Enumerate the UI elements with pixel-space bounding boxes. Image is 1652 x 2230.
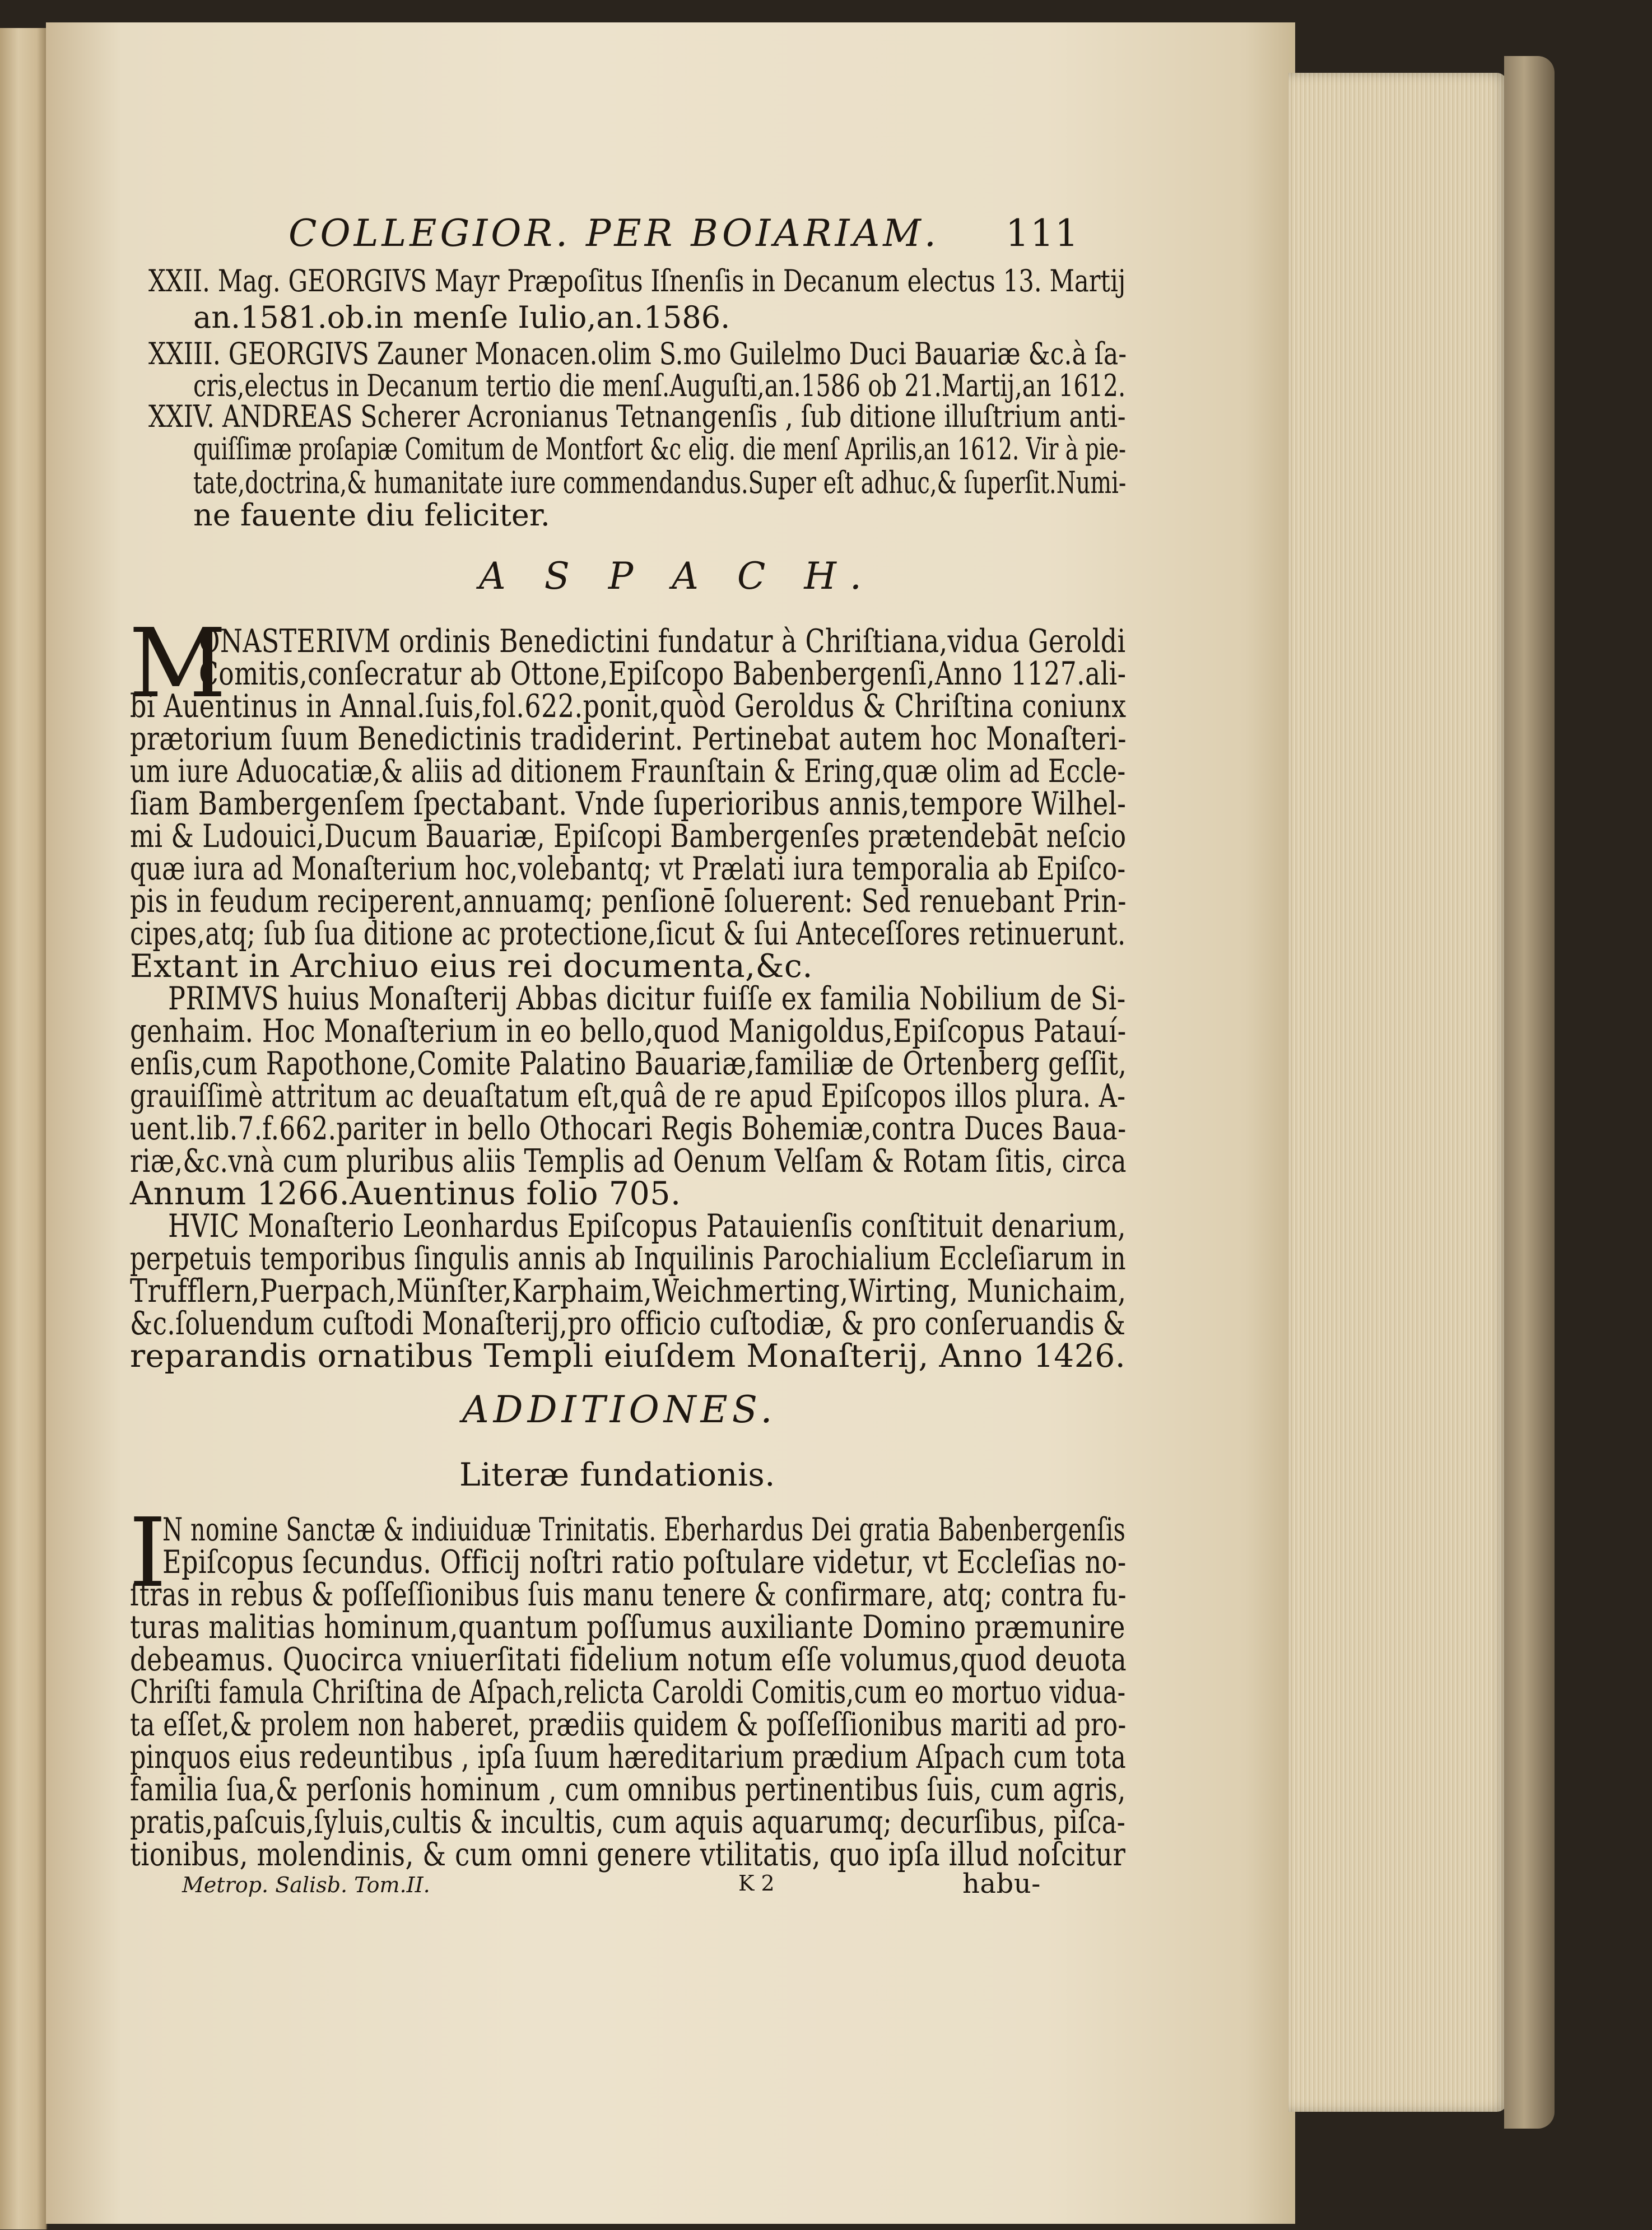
catchword: habu- — [962, 1868, 1041, 1900]
text-line: pratis,paſcuis,ſyluis,cultis & incultis, cum aquis aquarumq; decurſibus, piſca- — [130, 1804, 1126, 1841]
text-line: Annum 1266.Auentinus folio 705. — [130, 1175, 681, 1212]
section-subtitle: Literæ fundationis. — [459, 1456, 775, 1493]
background — [1555, 0, 1652, 2230]
text-line: reparandis ornatibus Templi eiuſdem Monaſterij, Anno 1426. — [130, 1338, 1126, 1375]
text-line: riæ,&c.vnà cum pluribus aliis Templis ad Oenum Velſam & Rotam ſitis, circa — [130, 1143, 1127, 1180]
text-line: turas malitias hominum,quantum poſſumus auxiliante Domino præmunire — [130, 1609, 1125, 1646]
text-line: Chriſti famula Chriſtina de Aſpach,relicta Caroldi Comitis,cum eo mortuo vidua- — [130, 1674, 1126, 1711]
text-line: debeamus. Quocirca vniuerſitati fidelium notum eſſe volumus,quod deuota — [130, 1641, 1127, 1678]
entry-line: quiſſimæ proſapiæ Comitum de Montfort &c elig. die menſ Aprilis,an 1612. Vir à pie- — [193, 431, 1127, 467]
signature-mark: K 2 — [738, 1871, 775, 1896]
text-line: Comitis,conſecratur ab Ottone,Epiſcopo Babenbergenſi,Anno 1127.ali- — [199, 655, 1127, 692]
text-line: bi Auentinus in Annal.ſuis,fol.622.ponit,quòd Geroldus & Chriſtina coniunx — [130, 688, 1127, 725]
drop-cap: I — [129, 1498, 167, 1609]
entry-line: XXIV. ANDREAS Scherer Acronianus Tetnangenſis , ſub ditione illuſtrium anti- — [148, 399, 1126, 434]
text-line: PRIMVS huius Monaſterij Abbas dicitur fuiſſe ex familia Nobilium de Si- — [168, 980, 1126, 1017]
text-line: um iure Aduocatiæ,& aliis ad ditionem Fraunſtain & Ering,quæ olim ad Eccle- — [130, 753, 1126, 790]
text-line: prætorium ſuum Benedictinis tradiderint. Pertinebat autem hoc Monaſteri- — [130, 720, 1127, 757]
text-line: ta eſſet,& prolem non haberet, prædiis quidem & poſſeſſionibus mariti ad pro- — [130, 1706, 1127, 1743]
text-line: Extant in Archiuo eius rei documenta,&c. — [130, 948, 813, 985]
text-line: enſis,cum Rapothone,Comite Palatino Bauariæ,familiæ de Ortenberg geſſit, — [130, 1045, 1127, 1082]
text-line: &c.ſoluendum cuſtodi Monaſterij,pro officio cuſtodiæ, & pro conſeruandis & — [130, 1305, 1126, 1342]
text-line: quæ iura ad Monaſterium hoc,volebantq; vt Prælati iura temporalia ab Epiſco- — [130, 850, 1126, 887]
text-line: N nomine Sanctæ & indiuiduæ Trinitatis. Eberhardus Dei gratia Babenbergenſis — [162, 1511, 1126, 1548]
text-line: Trufflern,Puerpach,Münſter,Karphaim,Weichmerting,Wirting, Munichaim, — [130, 1273, 1127, 1310]
text-line: Epiſcopus ſecundus. Officij noſtri ratio poſtulare videtur, vt Eccleſias no- — [162, 1544, 1127, 1581]
page-edges — [1288, 73, 1507, 2112]
entry-line: XXII. Mag. GEORGIVS Mayr Præpoſitus Iſnenſis in Decanum electus 13. Martij — [148, 263, 1126, 299]
drop-cap: M — [129, 608, 227, 719]
text-line: pinquos eius redeuntibus , ipſa ſuum hæreditarium prædium Aſpach cum tota — [130, 1739, 1127, 1776]
text-line: mi & Ludouici,Ducum Bauariæ, Epiſcopi Bambergenſes prætendebāt neſcio — [130, 818, 1127, 855]
text-line: familia ſua,& perſonis hominum , cum omnibus pertinentibus ſuis, cum agris, — [130, 1771, 1126, 1808]
entry-line: an.1581.ob.in menſe Iulio,an.1586. — [193, 300, 730, 335]
text-line: pis in feudum reciperent,annuamq; penſionē ſoluerent: Sed renuebant Prin- — [130, 883, 1127, 920]
entry-line: tate,doctrina,& humanitate iure commendandus.Super eſt adhuc,& ſuperſit.Numi- — [193, 465, 1127, 500]
entry-line: XXIII. GEORGIVS Zauner Monacen.olim S.mo Guilelmo Duci Bauariæ &c.à ſa- — [148, 336, 1127, 371]
text-line: perpetuis temporibus ſingulis annis ab Inquilinis Parochialium Eccleſiarum in — [130, 1240, 1126, 1277]
text-line: grauiſſimè attritum ac deuaſtatum eſt,quâ de re apud Epiſcopos illos plura. A- — [130, 1078, 1126, 1115]
text-line: uent.lib.7.f.662.pariter in bello Othocari Regis Bohemiæ,contra Duces Baua- — [130, 1110, 1127, 1147]
text-line: ſtras in rebus & poſſeſſionibus ſuis manu tenere & confirmare, atq; contra fu- — [130, 1576, 1127, 1613]
text-line: ſiam Bambergenſem ſpectabant. Vnde ſuperioribus annis,tempore Wilhel- — [130, 785, 1127, 822]
section-title: A S P A C H. — [479, 555, 875, 598]
section-title: ADDITIONES. — [462, 1388, 777, 1431]
signature-left: Metrop. Salisb. Tom.II. — [182, 1873, 430, 1897]
text-line: tionibus, molendinis, & cum omni genere vtilitatis, quo ipſa illud noſcitur — [130, 1836, 1126, 1873]
entry-line: ne fauente diu feliciter. — [193, 497, 550, 533]
text-line: cipes,atq; ſub ſua ditione ac protectione,ſicut & ſui Anteceſſores retinuerunt. — [130, 915, 1126, 952]
entry-line: cris,electus in Decanum tertio die menſ.Auguſti,an.1586 ob 21.Martij,an 1612. — [193, 368, 1126, 403]
left-page-edge — [0, 28, 47, 2229]
book-binding — [1504, 56, 1555, 2129]
text-line: HVIC Monaſterio Leonhardus Epiſcopus Patauienſis conſtituit denarium, — [168, 1208, 1126, 1245]
page-number: 111 — [1006, 212, 1079, 255]
running-header: COLLEGIOR. PER BOIARIAM. — [288, 212, 939, 255]
text-line: ONASTERIVM ordinis Benedictini fundatur à Chriſtiana,vidua Geroldi — [199, 623, 1126, 660]
text-line: genhaim. Hoc Monaſterium in eo bello,quod Manigoldus,Epiſcopus Patauí- — [130, 1013, 1127, 1050]
